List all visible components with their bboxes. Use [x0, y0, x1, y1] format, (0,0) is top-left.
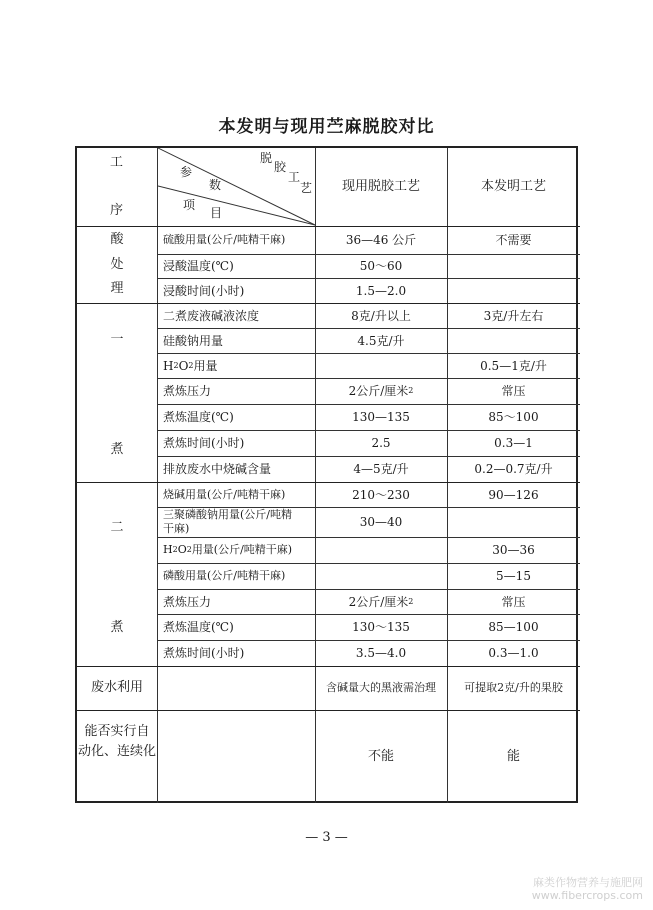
row-item: 煮炼压力	[163, 594, 212, 609]
row-invention: 不需要	[495, 233, 532, 247]
row-invention: 30—36	[492, 543, 535, 557]
h2o2-sub1: 2	[172, 545, 178, 554]
h2o2-sub1: 2	[173, 360, 179, 370]
pressure-value: 2公斤/厘米	[348, 384, 409, 398]
row-current: 1.5—2.0	[355, 283, 407, 298]
row-invention: 5—15	[496, 569, 531, 583]
row-current: 50～60	[359, 259, 403, 273]
watermark-line2: www.fibercrops.com	[531, 889, 643, 902]
h2o2-h: H	[163, 543, 173, 556]
row-item: 硫酸用量(公斤/吨精干麻)	[163, 233, 286, 246]
row-invention: 常压	[501, 384, 526, 398]
row-item: 煮炼时间(小时)	[163, 436, 245, 450]
row-current: 130—135	[352, 410, 410, 424]
diag-tuojiao-2: 胶	[274, 160, 287, 174]
gongxu-label-top: 工	[110, 155, 124, 170]
row-item-line2: 干麻)	[163, 522, 190, 535]
h2o2-o: O	[178, 358, 189, 373]
row-current: 4—5克/升	[353, 462, 409, 476]
waste-current: 含碱量大的黑液需治理	[326, 681, 436, 694]
gongxu-label-bottom: 序	[110, 203, 124, 218]
auto-current: 不能	[367, 748, 394, 764]
section-automation-1: 能否实行自	[84, 724, 150, 739]
diag-tuojiao-3: 工	[288, 170, 301, 184]
row-item-h2o2	[157, 353, 315, 378]
h2o2-o: O	[177, 543, 187, 556]
watermark-line1: 麻类作物营养与施肥网	[533, 876, 643, 889]
row-item-h2o2-usage	[157, 537, 315, 563]
row-invention: 3克/升左右	[483, 308, 544, 323]
row-invention	[447, 507, 580, 537]
h2o2-sub2: 2	[188, 360, 194, 370]
row-current: 3.5—4.0	[355, 646, 407, 660]
row-invention: 90—126	[488, 487, 539, 502]
diag-xiangmu-1: 项	[183, 198, 196, 212]
section-acid-2: 处	[110, 257, 124, 272]
section-acid-3: 理	[110, 281, 124, 296]
h2o2-sub2: 2	[186, 545, 192, 554]
section-waste-water: 废水利用	[90, 680, 143, 695]
page-title: 本发明与现用苎麻脱胶对比	[218, 117, 435, 137]
row-current: 210～230	[352, 487, 410, 502]
row-item: 煮炼时间(小时)	[163, 646, 245, 660]
row-current-pressure	[315, 589, 447, 614]
row-invention: 0.5—1克/升	[480, 358, 547, 373]
watermark	[532, 876, 643, 902]
pressure-exponent: 2	[408, 596, 414, 606]
col-header-current: 现用脱胶工艺	[341, 179, 420, 194]
waste-invention: 可提取2克/升的果胶	[464, 681, 563, 694]
auto-invention: 能	[506, 748, 520, 764]
section-boil2-top: 二	[110, 520, 124, 535]
diag-canshu-2: 数	[209, 178, 222, 192]
comparison-table	[75, 146, 578, 803]
page-number: — 3 —	[305, 830, 348, 845]
row-current: 2.5	[371, 436, 391, 450]
row-item-two-line	[157, 507, 315, 537]
diag-canshu-1: 参	[180, 165, 193, 179]
section-boil1-top: 一	[110, 332, 124, 347]
row-item: 浸酸温度(℃)	[163, 259, 234, 273]
section-automation-2: 动化、连续化	[77, 744, 156, 759]
row-invention: 0.3—1.0	[488, 646, 539, 660]
row-item: 煮炼温度(℃)	[163, 410, 234, 424]
row-item: 浸酸时间(小时)	[163, 283, 245, 298]
row-item: 煮炼温度(℃)	[163, 620, 234, 634]
row-current: 36—46 公斤	[345, 233, 417, 247]
row-current	[315, 537, 447, 563]
section-acid-1: 酸	[110, 232, 124, 247]
row-item: 煮炼压力	[163, 384, 212, 398]
diag-tuojiao-1: 脱	[260, 151, 273, 165]
col-header-invention: 本发明工艺	[480, 179, 546, 194]
row-current	[315, 563, 447, 589]
row-current	[315, 353, 447, 378]
row-invention: 0.2—0.7克/升	[474, 462, 553, 476]
h2o2-tail: 用量(公斤/吨精干麻)	[191, 543, 293, 556]
row-current: 8克/升以上	[351, 308, 411, 323]
row-current: 4.5克/升	[357, 333, 405, 348]
row-item: 烧碱用量(公斤/吨精干麻)	[163, 487, 286, 501]
row-item: 磷酸用量(公斤/吨精干麻)	[163, 569, 286, 582]
diag-tuojiao-4: 艺	[300, 181, 313, 195]
section-boil2-bottom: 煮	[110, 620, 124, 635]
row-current: 130～135	[352, 620, 410, 634]
row-item-line1: 三聚磷酸钠用量(公斤/吨精	[163, 508, 292, 521]
row-invention: 0.3—1	[494, 436, 533, 450]
h2o2-h: H	[163, 358, 174, 373]
section-boil1-bottom: 煮	[110, 442, 124, 457]
row-invention: 85—100	[488, 620, 539, 634]
h2o2-tail: 用量	[193, 358, 218, 373]
row-invention	[447, 328, 580, 353]
pressure-value: 2公斤/厘米	[348, 594, 409, 609]
row-item: 二煮废液碱液浓度	[163, 308, 260, 323]
row-current-pressure	[315, 378, 447, 404]
row-invention: 常压	[501, 594, 526, 609]
row-item: 排放废水中烧碱含量	[163, 462, 272, 476]
row-item: 硅酸钠用量	[163, 333, 224, 348]
row-invention	[447, 278, 580, 303]
row-current: 30—40	[359, 515, 403, 529]
pressure-exponent: 2	[408, 386, 414, 395]
row-invention: 85～100	[488, 410, 539, 424]
diag-xiangmu-2: 目	[210, 206, 223, 220]
header-diagonals	[158, 148, 316, 226]
row-invention	[447, 254, 580, 278]
